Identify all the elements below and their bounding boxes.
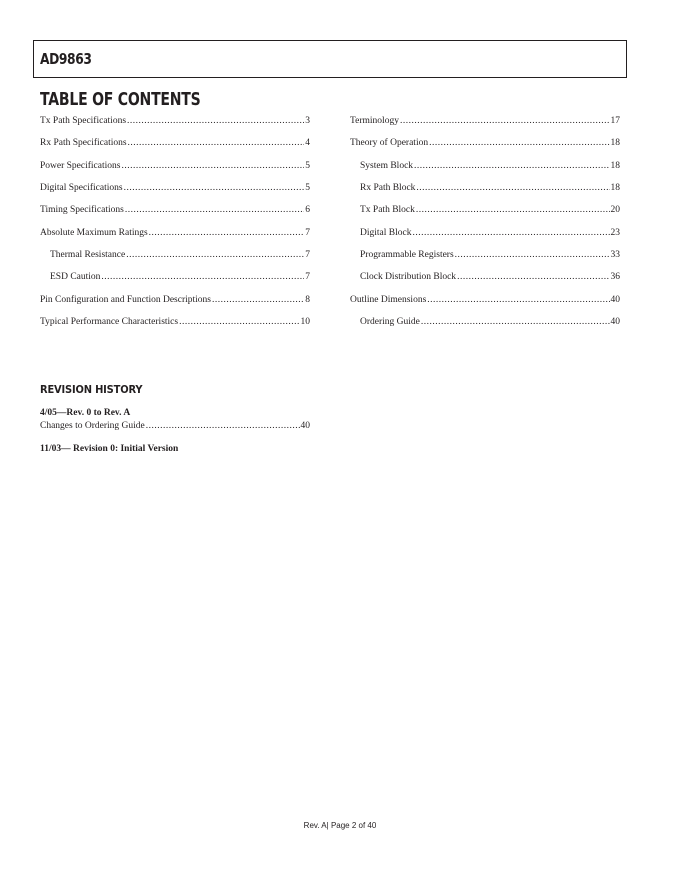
toc-entry-label: Terminology [350,116,399,126]
dot-leader [414,157,609,175]
toc-entry[interactable] [350,134,620,156]
dot-leader [146,420,300,433]
toc-entry-label: Rx Path Specifications [40,138,127,149]
dot-leader [412,224,609,242]
toc-entry-label: Outline Dimensions [350,294,427,305]
toc-entry[interactable] [350,201,620,223]
dot-leader [427,291,609,309]
toc-entry[interactable] [350,313,620,335]
dot-leader [416,201,610,219]
toc-entry-label: Timing Specifications [40,205,124,216]
toc-entry[interactable] [350,179,620,201]
toc-entry-label: Programmable Registers [360,250,454,261]
dot-leader [121,157,304,175]
toc-entry[interactable] [40,201,310,223]
toc-entry[interactable] [40,268,310,290]
toc-entry-page: 18 [610,183,620,194]
toc-entry[interactable] [350,246,620,268]
revision-entry-rev-a [40,407,310,433]
toc-entry-page: 17 [610,116,620,126]
toc-entry-page: 10 [300,317,310,328]
toc-entry-label: Thermal Resistance [50,250,126,261]
revision-history-title: REVISION HISTORY [40,383,143,396]
toc-entry-page: 36 [610,272,620,283]
toc-entry-page: 40 [610,317,620,328]
toc-entry[interactable] [40,246,310,268]
toc-entry-page: 20 [610,205,620,216]
toc-entry[interactable] [350,291,620,313]
dot-leader [149,224,305,242]
revision-change-line[interactable] [40,420,310,433]
toc-right-column [350,112,620,335]
toc-entry[interactable] [350,224,620,246]
dot-leader [126,246,304,264]
toc-entry[interactable] [40,224,310,246]
toc-entry-label: Absolute Maximum Ratings [40,227,148,238]
toc-entry-page: 4 [305,138,310,149]
toc-entry[interactable] [350,112,620,134]
part-number: AD9863 [40,50,92,68]
toc-entry-page: 7 [305,250,310,261]
toc-entry-label: Clock Distribution Block [360,272,457,283]
toc-entry-page: 18 [610,138,620,149]
revision-heading: 11/03— Revision 0: Initial Version [40,444,179,454]
page-footer: Rev. A| Page 2 of 40 [303,821,377,830]
toc-entry[interactable] [350,268,620,290]
toc-entry-label: Pin Configuration and Function Descriptions [40,294,211,305]
toc-entry-label: Tx Path Block [360,205,415,216]
toc-entry-page: 40 [610,294,620,305]
toc-entry-label: Theory of Operation [350,138,429,149]
dot-leader [124,179,305,197]
dot-leader [429,134,609,152]
toc-entry-page: 6 [305,205,310,216]
revision-change-page: 40 [300,421,310,431]
revision-change-label: Changes to Ordering Guide [40,421,145,431]
dot-leader [179,313,299,331]
toc-entry-page: 3 [305,116,310,126]
revision-entry-rev-0 [40,443,310,456]
dot-leader [416,179,609,197]
toc-entry-page: 8 [305,294,310,305]
header-box [33,40,627,78]
dot-leader [125,201,304,219]
toc-entry[interactable] [40,179,310,201]
dot-leader [421,313,610,331]
toc-entry-label: Rx Path Block [360,183,416,194]
toc-entry[interactable] [40,157,310,179]
toc-entry-label: Digital Specifications [40,183,123,194]
toc-entry[interactable] [40,112,310,134]
dot-leader [457,268,609,286]
dot-leader [128,134,305,152]
toc-entry-page: 5 [305,160,310,171]
revision-heading: 4/05—Rev. 0 to Rev. A [40,408,131,418]
toc-left-column [40,112,310,335]
toc-entry[interactable] [350,157,620,179]
dot-leader [127,112,304,130]
dot-leader [455,246,610,264]
toc-entry-page: 23 [610,227,620,238]
toc-entry-label: Tx Path Specifications [40,116,127,126]
dot-leader [212,291,304,309]
toc-entry-label: System Block [360,160,414,171]
toc-entry-page: 7 [305,227,310,238]
toc-entry[interactable] [40,313,310,335]
toc-entry-page: 5 [305,183,310,194]
dot-leader [101,268,304,286]
toc-entry-label: ESD Caution [50,272,101,283]
toc-entry-label: Ordering Guide [360,317,420,328]
dot-leader [400,112,610,130]
toc-entry-page: 18 [610,160,620,171]
toc-title: TABLE OF CONTENTS [40,89,201,110]
toc-entry-label: Power Specifications [40,160,121,171]
toc-entry-page: 7 [305,272,310,283]
toc-entry[interactable] [40,291,310,313]
toc-entry-label: Typical Performance Characteristics [40,317,179,328]
toc-entry-page: 33 [610,250,620,261]
toc-entry-label: Digital Block [360,227,412,238]
toc-entry[interactable] [40,134,310,156]
